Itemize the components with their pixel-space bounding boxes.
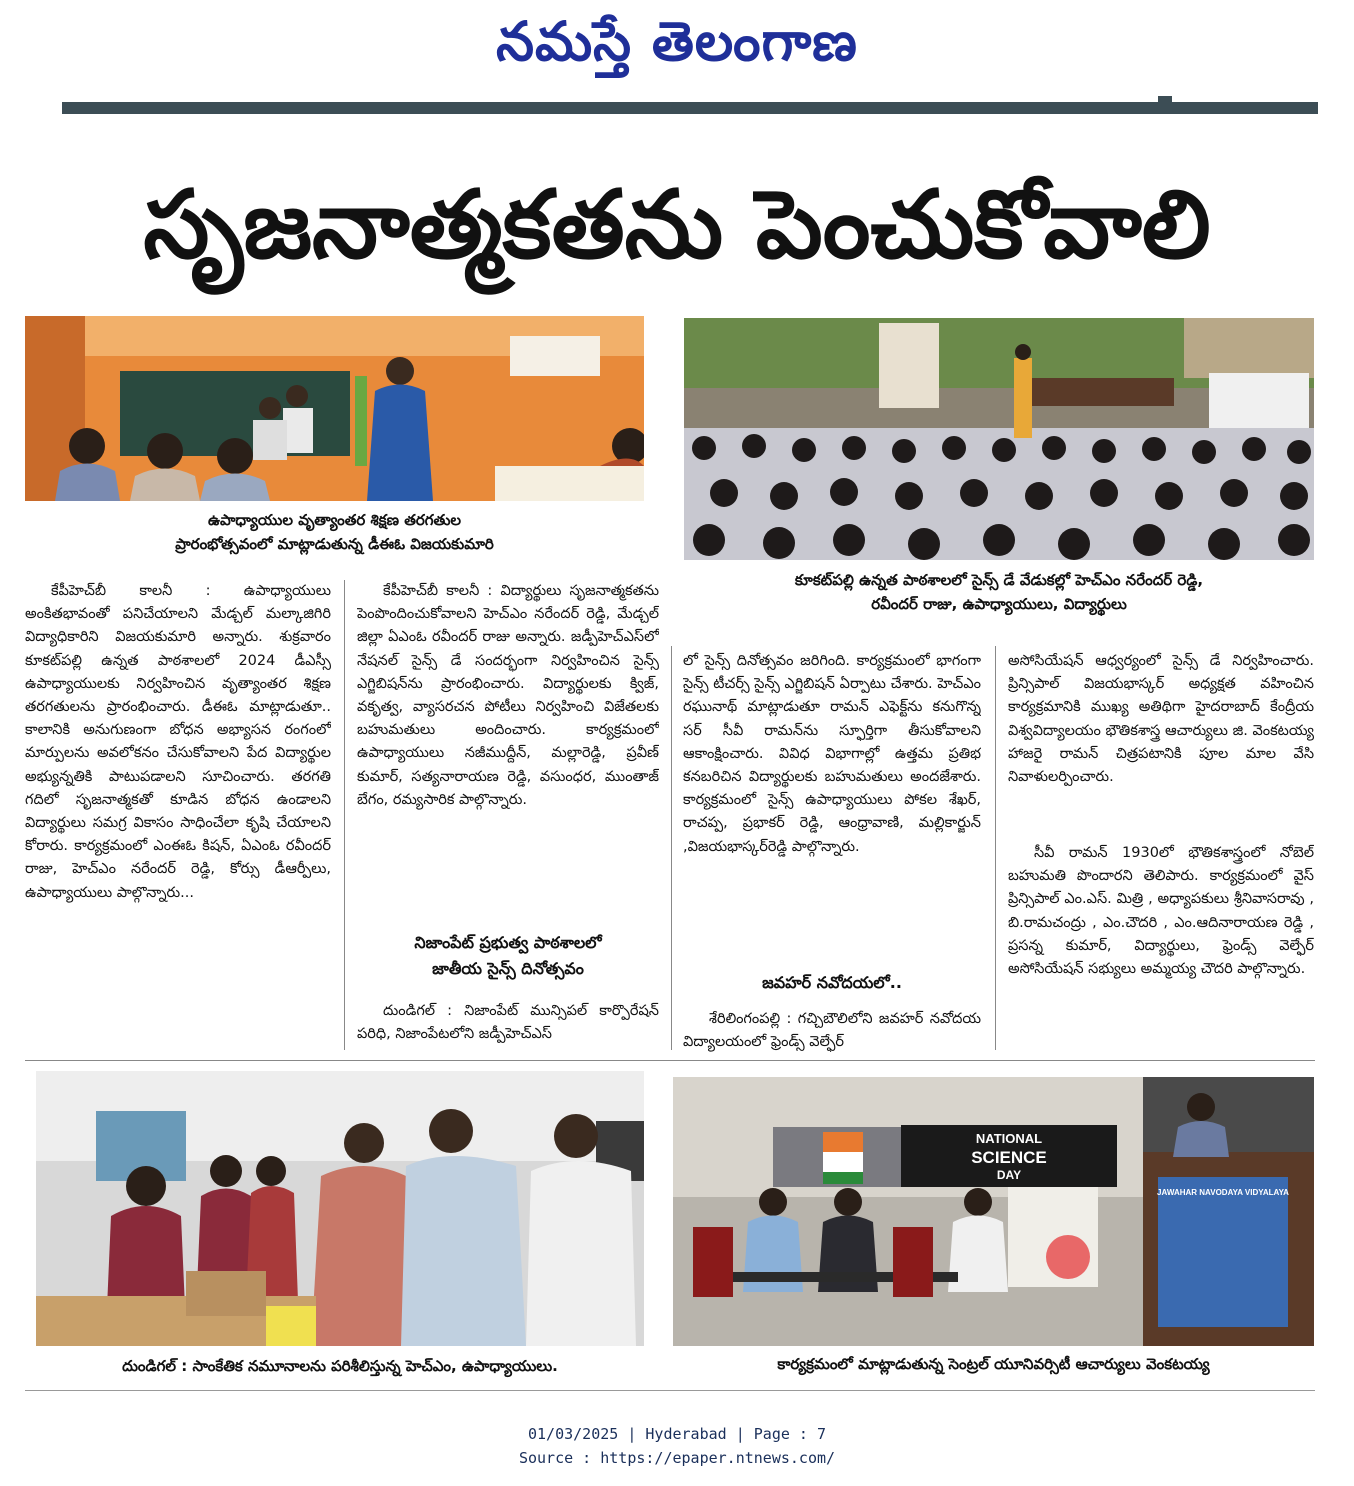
column-divider — [995, 646, 996, 1050]
caption-line: ప్రారంభోత్సవంలో మాట్లాడుతున్న డీఈఓ విజయకుమారి — [175, 535, 494, 553]
column-divider — [671, 646, 672, 1050]
article-column-4b — [1008, 842, 1314, 1056]
photo-science-day-kukatpally — [684, 318, 1314, 560]
banner-national: NATIONAL — [975, 1131, 1043, 1146]
article-column-1 — [25, 580, 331, 1055]
header-rule-mark — [1158, 96, 1172, 106]
banner-day: DAY — [996, 1168, 1022, 1182]
caption-line: దుండిగల్ : సాంకేతిక నమూనాలను పరిశీలిస్తున్న హెచ్‌ఎం, ఉపాధ్యాయులు. — [122, 1357, 558, 1375]
section-divider — [25, 1060, 1315, 1061]
newspaper-title: నమస్తే తెలంగాణ — [496, 9, 858, 73]
article-headline: సృజనాత్మకతను పెంచుకోవాలి — [143, 171, 1211, 280]
banner-science: SCIENCE — [971, 1148, 1047, 1167]
caption-line: కూకట్‌పల్లి ఉన్నత పాఠశాలలో సైన్స్ డే వేడుకల్లో హెచ్‌ఎం నరేందర్ రెడ్డి, — [794, 571, 1204, 589]
subheading-navodaya — [683, 970, 981, 996]
article-column-2b — [357, 1000, 659, 1050]
footer-source[interactable]: Source : https://epaper.ntnews.com/ — [518, 1449, 836, 1467]
caption-line: రవీందర్ రాజు, ఉపాధ్యాయులు, విద్యార్థులు — [871, 595, 1127, 613]
caption-line: ఉపాధ్యాయుల వృత్యాంతర శిక్షణ తరగతుల — [207, 511, 462, 529]
photo-teacher-training — [25, 316, 644, 501]
article-column-3 — [683, 650, 981, 920]
photo-navodaya-event — [673, 1077, 1314, 1346]
article-paragraph: శేరిలింగంపల్లి : గచ్చిబౌలిలోని జవహర్ నవోదయ విద్యాలయంలో ఫ్రెండ్స్ వెల్ఫేర్ — [683, 1011, 981, 1051]
caption-navodaya-event — [673, 1352, 1314, 1376]
article-paragraph: అసోసియేషన్ ఆధ్వర్యంలో సైన్స్ డే నిర్వహించారు. ప్రిన్సిపాల్ విజయభాస్కర్ అధ్యక్షత వహించిన కార్యక్రమానికి ముఖ్య అతిథిగా హైదరాబాద్ కేంద్రీయ విశ్వవిద్యాలయం భౌతికశాస్త్ర ఆచార్యులు జి. వెంకటయ్య హాజరై రామన్ చిత్రపటానికి పూల మాల వేసి నివాళులర్పించారు. — [1008, 653, 1314, 786]
photo-dundigal-models — [36, 1071, 644, 1346]
article-column-2 — [357, 580, 659, 920]
caption-line: కార్యక్రమంలో మాట్లాడుతున్న సెంట్రల్ యూనివర్సిటీ ఆచార్యులు వెంకటయ్య — [777, 1355, 1210, 1373]
article-paragraph: లో సైన్స్ దినోత్సవం జరిగింది. కార్యక్రమంలో భాగంగా సైన్స్ టీచర్స్ సైన్స్ ఎగ్జిబిషన్ ఏర్పాటు చేశారు. హెచ్‌ఎం రఘునాథ్ మాట్లాడుతూ రామన్ ఎఫెక్ట్‌ను కనుగొన్న సర్ సీవీ రామన్‌ను స్ఫూర్తిగా తీసుకోవాలని ఆకాంక్షించారు. వివిధ విభాగాల్లో ఉత్తమ ప్రతిభ కనబరిచిన విద్యార్థులకు బహుమతులు అందజేశారు. కార్యక్రమంలో సైన్స్ ఉపాధ్యాయులు పోకల శేఖర్, రాచప్ప, ప్రభాకర్ రెడ్డి, ఆంధ్రావాణి, మల్లికార్జున్ ,విజయభాస్కర్‌రెడ్డి పాల్గొన్నారు. — [683, 653, 981, 855]
article-paragraph: సీవీ రామన్ 1930లో భౌతికశాస్త్రంలో నోబెల్ బహుమతి పొందారని తెలిపారు. కార్యక్రమంలో వైస్ ప్రిన్సిపాల్ ఎం.ఎస్. మిత్రి , అధ్యాపకులు శ్రీనివాసరావు , బి.రామచంద్రు , ఎం.చౌదరి , ఎం.ఆదినారాయణ రెడ్డి , ప్రసన్న కుమార్, విద్యార్థులు, ఫ్రెండ్స్ వెల్ఫేర్ అసోసియేషన్ సభ్యులు అమ్మయ్య చౌదరి పాల్గొన్నారు. — [1008, 845, 1314, 978]
subheading-nizampet — [357, 930, 659, 982]
page-bottom-rule — [25, 1390, 1315, 1391]
subheading-line: జాతీయ సైన్స్ దినోత్సవం — [432, 959, 584, 978]
article-paragraph: కేపీహెచ్‌బీ కాలనీ : విద్యార్థులు సృజనాత్మకతను పెంపొందించుకోవాలని హెచ్‌ఎం నరేందర్ రెడ్డి, మేడ్చల్ జిల్లా ఏఎంఓ రవీందర్ రాజు అన్నారు. జడ్పీహెచ్‌ఎస్‌లో నేషనల్ సైన్స్ డే సందర్భంగా నిర్వహించిన సైన్స్ ఎగ్జిబిషన్‌ను ప్రారంభించారు. విద్యార్థులకు క్విజ్, వకృత్వ, వ్యాసరచన పోటీలు నిర్వహించి విజేతలకు బహుమతులు అందించారు. కార్యక్రమంలో ఉపాధ్యాయులు నజీముద్దీన్, మల్లారెడ్డి, ప్రవీణ్ కుమార్, సత్యనారాయణ రెడ్డి, వసుంధర, ముంతాజ్ బేగం, రమ్యసారిక పాల్గొన్నారు. — [357, 583, 659, 808]
caption-science-day-kukatpally — [684, 568, 1314, 616]
subheading-line: నిజాంపేట్ ప్రభుత్వ పాఠశాలలో — [414, 933, 602, 952]
column-divider — [344, 580, 345, 1050]
article-column-3b — [683, 1008, 981, 1056]
caption-teacher-training — [25, 508, 644, 556]
podium-text: JAWAHAR NAVODAYA VIDYALAYA — [1157, 1188, 1289, 1197]
article-paragraph: దుండిగల్ : నిజాంపేట్ మున్సిపల్ కార్పొరేషన్ పరిధి, నిజాంపేటలోని జడ్పీహెచ్‌ఎస్ — [357, 1003, 659, 1043]
masthead — [0, 0, 1354, 80]
caption-dundigal-models — [36, 1354, 644, 1378]
article-paragraph: కేపీహెచ్‌బీ కాలనీ : ఉపాధ్యాయులు అంకితభావంతో పనిచేయాలని మేడ్చల్ మల్కాజిగిరి విద్యాధికారిని విజయకుమారి అన్నారు. శుక్రవారం కూకట్‌పల్లి ఉన్నత పాఠశాలలో 2024 డీఎస్సీ ఉపాధ్యాయులకు నిర్వహించిన వృత్యాంతర శిక్షణ తరగతులను ప్రారంభించారు. డీఈఓ మాట్లాడుతూ.. కాలానికి అనుగుణంగా బోధన అభ్యాసన రంగంలో మార్పులను అవలోకనం చేసుకోవాలని పేద విద్యార్థుల అభ్యున్నతికి పాటుపడాలని సూచించారు. తరగతి గదిలో సృజనాత్మకతో కూడిన బోధన ఉండాలని విద్యార్థులు సమగ్ర వికాసం సాధించేలా కృషి చేయాలని కోరారు. కార్యక్రమంలో ఎంఈఓ కిషన్, ఏఎంఓ రవీందర్ రాజు, హెచ్‌ఎం నరేందర్ రెడ్డి, కోర్సు డీఆర్పీలు, ఉపాధ్యాయులు పాల్గొన్నారు... — [25, 583, 331, 901]
subheading-line: జవహర్ నవోదయలో.. — [762, 973, 902, 992]
header-rule — [62, 102, 1318, 114]
article-column-4 — [1008, 650, 1314, 840]
footer-date-page: 01/03/2025 | Hyderabad | Page : 7 — [527, 1425, 826, 1443]
